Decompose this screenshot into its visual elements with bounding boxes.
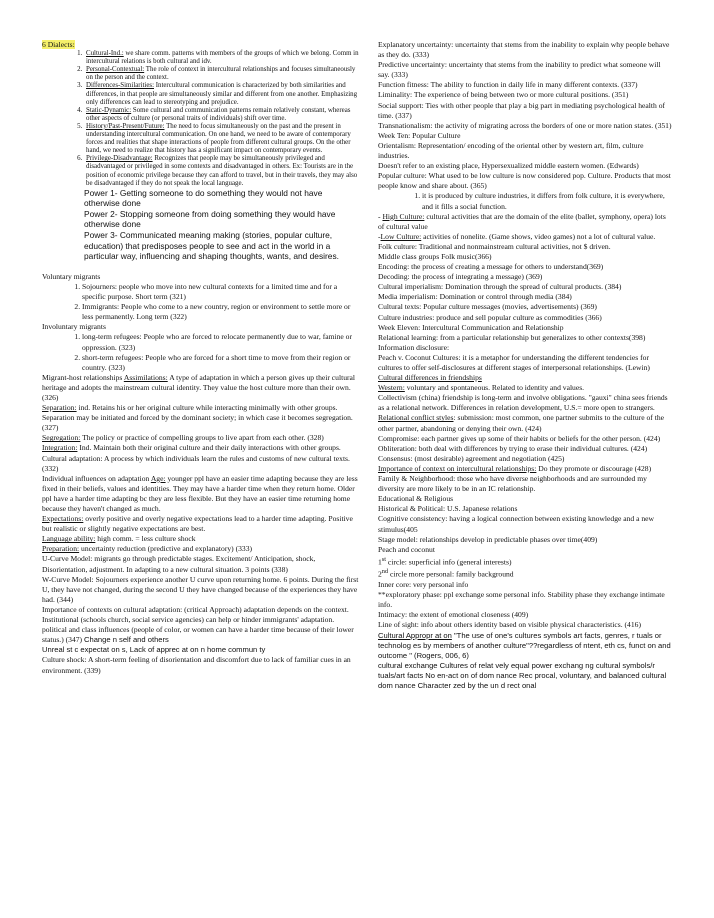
paragraph: 1st circle: superficial info (general interests) <box>378 555 512 567</box>
right-notes-1 <box>378 40 673 191</box>
unreal-expectations: Unreal st c expectat on s, Lack of apprec at on n home commun ty <box>42 645 266 655</box>
cultural-exchange: cultural exchange Cultures of relat vely equal power exchang ng cultural symbols/r tuals/art facts No en-act on of dom nance Rec procal, voluntary, and balanced cultural dom nance Character zed by the un d rect onal <box>378 660 667 690</box>
paragraph: Compromise: each partner gives up some of their habits or beliefs for the other person. (424) <box>378 433 661 443</box>
paragraph: Segregation: The policy or practice of compelling groups to live apart from each other. (328) <box>42 433 324 443</box>
paragraph: Middle class groups Folk music(366) <box>378 251 492 261</box>
pop-culture-list <box>378 191 673 211</box>
paragraph: Doesn't refer to an existing place, Hypersexualized middle eastern women. (Edwards) <box>378 161 639 171</box>
section-heading: Cultural differences in friendships <box>378 373 482 383</box>
paragraph: Week Eleven: Intercultural Communication and Relationship <box>378 322 564 332</box>
voluntary-list <box>42 282 360 322</box>
paragraph: Cultural imperialism: Domination through the spread of cultural products. (384) <box>378 282 622 292</box>
power-1: Power 1- Getting someone to do something they would not have otherwise done <box>84 187 323 209</box>
paragraph: 2nd circle more personal: family background <box>378 568 514 579</box>
power-3: Power 3- Communicated meaning making (stories, popular culture, education) that predisposes people to see and act in the world in a particular way, influencing and shaping thoughts, wants, and desires. <box>84 230 339 262</box>
dialects-list <box>42 50 360 188</box>
right-notes-2 <box>378 212 673 631</box>
cultural-appropriation: Cultural Appropr at on "The use of one's cultures symbols art facts, genres, r tuals or technolog es by members of another culture"??regardless of ntent, eth cs, funct on and outcome " (Rogers, 006, 6) <box>378 630 671 660</box>
paragraph: Transnationalism: the activity of migrating across the borders of one or more nation states. (351) <box>378 120 672 130</box>
list-item: 1. Sojourners: people who move into new cultural contexts for a limited time and for a specific purpose. Short term (321) <box>82 282 360 302</box>
paragraph: Peach and coconut <box>378 544 435 554</box>
paragraph: Intimacy: the extent of emotional closeness (409) <box>378 610 529 620</box>
paragraph: Separation: ind. Retains his or her original culture while interacting minimally with other groups. Separation may be initiated and forced by the dominant society; in which case it becomes segregation. (327) <box>42 403 353 433</box>
paragraph: Culture industries: produce and sell popular culture as commodities (366) <box>378 312 602 322</box>
paragraph: Line of sight: info about others identity based on visible physical characteristics. (416) <box>378 620 641 630</box>
paragraph: Importance of context on intercultural relationships: Do they promote or discourage (428) <box>378 463 652 473</box>
list-item: 1. long-term refugees: People who are forced to relocate permanently due to war, famine or oppression. (323) <box>82 332 360 352</box>
paragraph: Information disclosure: <box>378 342 450 352</box>
paragraph: W-Curve Model: Sojourners experience another U curve upon returning home. 6 points. During the first U, they have not changed, during the second U they have changed because of the experiences they have had. (344) <box>42 574 359 604</box>
list-item: 6. Privilege-Disadvantage: Recognizes that people may be simultaneously privileged and disadvantaged or privileged in some contexts and disadvantaged in others. Ex: Tourists are in the position of economic privilege because they can afford to travel, but in their travels, they may also be disadvantaged if they do not speak the local language. <box>84 155 360 187</box>
paragraph: U-Curve Model: migrants go through predictable stages. Excitement/ Anticipation, shock, Disorientation, adjustment. In adapting to a new cultural situation. 3 points (338) <box>42 554 316 574</box>
list-item: 2. Immigrants: People who come to a new country, region or environment to settle more or less permanently. Long term (322) <box>82 302 360 322</box>
paragraph: Decoding: the process of integrating a message) (369) <box>378 272 543 282</box>
dialects-heading: 6 Dialects: <box>42 40 75 49</box>
paragraph: Peach v. Coconut Cultures: it is a metaphor for understanding the different tendencies for cultures to offer self-disclosures at different stages of interpersonal relationships. (Lewin) <box>378 352 650 372</box>
paragraph: Stage model: relationships develop in predictable phases over time(409) <box>378 534 598 544</box>
paragraph: Family & Neighborhood: those who have diverse neighborhoods and are surrounded my diversity are more likely to be in an IC relationship. <box>378 474 647 494</box>
paragraph: Relational conflict styles: submission: most common, one partner submits to the culture of the other partner, abandoning or denying their own. (424) <box>378 413 664 433</box>
paragraph: Explanatory uncertainty: uncertainty that stems from the inability to explain why people behave as they do. (333) <box>378 40 670 60</box>
paragraph: Migrant-host relationships Assimilations: A type of adaptation in which a person gives up their cultural heritage and adopts the mainstream cultural identity. They value the host culture more than their own. (326) <box>42 372 356 402</box>
voluntary-heading: Voluntary migrants <box>42 271 101 281</box>
paragraph: Consensus: (most desirable) agreement and negotiation (425) <box>378 453 565 463</box>
paragraph: Media imperialism: Domination or control through media (384) <box>378 292 572 302</box>
list-item: 2. Personal-Contextual: The role of context in intercultural relationships and focuses simultaneously on the person and the context. <box>84 66 360 82</box>
list-item: 2. short-term refugees: People who are forced for a short time to move from their region or country. (323) <box>82 353 360 373</box>
culture-shock: Culture shock: A short-term feeling of disorientation and discomfort due to lack of familiar cues in an environment. (339) <box>42 655 351 675</box>
paragraph: Predictive uncertainty: uncertainty that stems from the inability to predict what someone will say. (333) <box>378 60 661 80</box>
paragraph: Obliteration: both deal with differences by trying to erase their individual cultures. (424) <box>378 443 648 453</box>
right-column <box>378 40 673 691</box>
paragraph: -Low Culture: activities of nonelite. (Game shows, video games) not a lot of cultural value. <box>378 231 656 241</box>
paragraph: Historical & Political: U.S. Japanese relations <box>378 504 518 514</box>
paragraph: Orientalism: Representation/ encoding of the oriental other by western art, film, culture industries. <box>378 140 644 161</box>
list-item: 1. it is produced by culture industries, it differs from folk culture, it is everywhere, and it fills a social function. <box>422 191 673 211</box>
paragraph: Cultural texts: Popular culture messages (movies, advertisements) (369) <box>378 302 597 312</box>
power-2: Power 2- Stopping someone from doing something they would have otherwise done <box>84 208 336 230</box>
paragraph: Social support: Ties with other people that play a big part in mediating psychological health of time. (337) <box>378 100 666 120</box>
left-column <box>42 40 360 676</box>
paragraph: **exploratory phase: ppl exchange some personal info. Stability phase they exchange intimate info. <box>378 590 665 610</box>
paragraph: Week Ten: Popular Culture <box>378 130 461 140</box>
paragraph: Language ability: high comm. = less culture shock <box>42 534 196 544</box>
paragraph: Western: voluntary and spontaneous. Related to identity and values. <box>378 383 585 393</box>
list-item: 1. Cultural-Ind.: we share comm. patterns with members of the groups of which we belong. Comm in intercultural relations is both cultural and idv. <box>84 50 360 66</box>
list-item: 3. Differences-Similarities: Intercultural communication is characterized by both similarities and differences, in that people are simultaneously similar and different from one another. Emphasizing only differences can lead to stereotyping and prejudice. <box>84 82 360 106</box>
paragraph: Expectations: overly positive and overly negative expectations lead to a harder time adapting. Positive but realistic or slightly negative expectations are best. <box>42 514 353 534</box>
paragraph: Liminality: The experience of being between two or more cultural positions. (351) <box>378 90 629 100</box>
paragraph: Preparation: uncertainty reduction (predictive and explanatory) (333) <box>42 544 253 554</box>
paragraph: Function fitness: The ability to function in daily life in many different contexts. (337) <box>378 80 638 90</box>
list-item: 5. History/Past-Present/Future: The need to focus simultaneously on the past and the present in understanding intercultural communication. On one hand, we need to be aware of contemporary forces and realities that shape interactions of people from different cultural groups. On the other hand, we need to realize that history has a significant impact on contemporary events. <box>84 123 360 155</box>
paragraph: Individual influences on adaptation Age: younger ppl have an easier time adapting because they are less fixed in their beliefs, values and identities. They may have a harder time when they return home. Older ppl have a harder time adapting bc they are less flexible. But they have an easier time returning home because they haven't changed as much. <box>42 473 358 513</box>
paragraph: Cultural adaptation: A process by which individuals learn the rules and customs of new cultural texts. (332) <box>42 453 350 473</box>
paragraph: Integration: Ind. Maintain both their original culture and their daily interactions with other groups. <box>42 443 341 453</box>
paragraph: Relational learning: from a particular relationship but generalizes to other contexts(398) <box>378 332 646 342</box>
paragraph: Inner core: very personal info <box>378 580 469 590</box>
involuntary-heading: Involuntary migrants <box>42 322 106 332</box>
paragraph: Popular culture: What used to be low culture is now considered pop. Culture. Products that most people know and share about. (365) <box>378 171 671 191</box>
paragraph: Folk culture: Traditional and nonmainstream cultural activities, not $ driven. <box>378 241 611 251</box>
involuntary-list <box>42 332 360 372</box>
powers-block <box>42 188 360 262</box>
paragraph: Encoding: the process of creating a message for others to understand(369) <box>378 262 604 272</box>
paragraph: Collectivism (china) friendship is long-term and involve obligations. "gauxi" china sees friends as a relational network. Differences in relation development, U.S.= more open to strangers. <box>378 393 668 413</box>
list-item: 4. Static-Dynamic: Some cultural and communication patterns remain relatively constant, whereas other aspects of culture (or personal traits of individuals) shift over time. <box>84 107 360 123</box>
paragraph: - High Culture: cultural activities that are the domain of the elite (ballet, symphony, opera) lots of cultural value <box>378 211 666 231</box>
paragraph: Importance of contexts on cultural adaptation: (critical Approach) adaptation depends on the context. Institutional (schools church, social service agencies) can help or hinder immigrants' adaptation. political and class influences (people of color, or women can have a harder time because of their lower status.) (347) Change n self and others <box>42 604 354 645</box>
paragraph: Educational & Religious <box>378 494 454 504</box>
paragraph: Cognitive consistency: having a logical connection between existing knowledge and a new stimulus(405 <box>378 514 655 534</box>
adaptation-notes <box>42 373 360 646</box>
